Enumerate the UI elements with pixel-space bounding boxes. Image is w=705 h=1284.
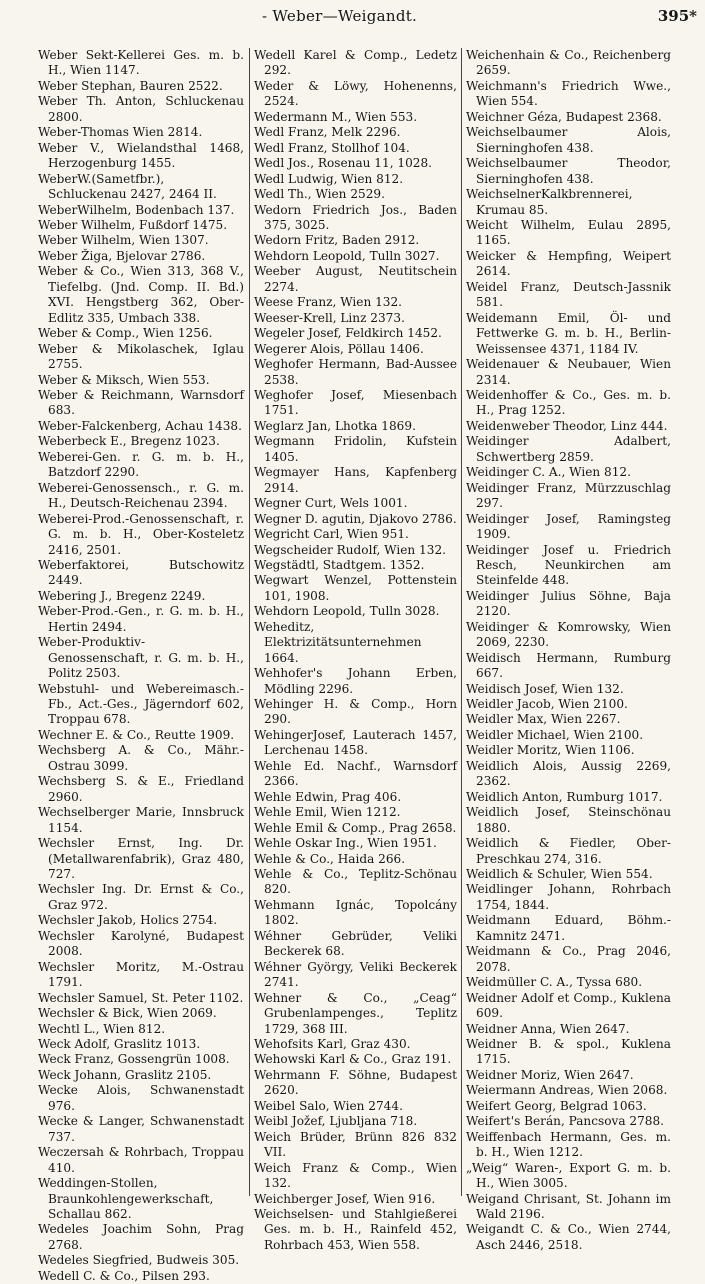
directory-entry: WeberWilhelm, Bodenbach 137.: [38, 202, 235, 217]
directory-entry: Wegscheider Rudolf, Wien 132.: [254, 542, 446, 557]
directory-entry: Weber & Mikolaschek, Iglau 2755.: [38, 341, 244, 372]
directory-entry: Webstuhl- und Webereimasch.-Fb., Act.-Ges., Jägerndorf 602, Troppau 678.: [38, 681, 244, 727]
directory-entry: Wegwart Wenzel, Pottenstein 101, 1908.: [254, 573, 457, 603]
directory-entry: Weber Th. Anton, Schluckenau 2800.: [38, 94, 244, 124]
directory-entry: WehingerJosef, Lauterach 1457, Lerchenau 1458.: [254, 727, 457, 758]
directory-entry: Wehner & Co., „Ceag“ Grubenlampenges., Teplitz 1729, 368 III.: [254, 990, 457, 1036]
directory-entry: Weber V., Wielandsthal 1468, Herzogenburg 1455.: [38, 140, 244, 171]
directory-entry: Weidenhoffer & Co., Ges. m. b. H., Prag 1252.: [466, 387, 671, 418]
directory-entry: Weidlich Josef, Steinschönau 1880.: [466, 805, 671, 835]
directory-entry: Wechner E. & Co., Reutte 1909.: [38, 727, 235, 742]
directory-entry: WeichselnerKalkbrennerei, Krumau 85.: [466, 187, 633, 217]
directory-entry: Weichner Géza, Budapest 2368.: [466, 109, 662, 124]
directory-entry: Weidisch Hermann, Rumburg 667.: [466, 650, 671, 681]
directory-entry: Wegstädtl, Stadtgem. 1352.: [254, 557, 425, 572]
directory-entry: Weifert's Berán, Pancsova 2788.: [466, 1114, 664, 1129]
directory-entry: Weber Sekt-Kellerei Ges. m. b. H., Wien 1147.: [38, 48, 244, 78]
directory-entry: Weich Brüder, Brünn 826 832 VII.: [254, 1129, 457, 1160]
directory-entry: Weibl Jožef, Ljubljana 718.: [254, 1114, 418, 1129]
directory-entry: Wegmann Fridolin, Kufstein 1405.: [254, 434, 457, 464]
directory-entry: Wehle & Co., Haida 266.: [254, 851, 406, 866]
directory-entry: Weidler Max, Wien 2267.: [466, 712, 621, 727]
directory-entry: WeberW.(Sametfbr.), Schluckenau 2427, 2464 II.: [38, 171, 217, 202]
directory-entry: Weberei-Gen. r. G. m. b. H., Batzdorf 2290.: [38, 449, 244, 480]
directory-entry: Wedl Jos., Rosenau 11, 1028.: [254, 156, 433, 171]
column-divider: [461, 48, 462, 1196]
directory-entry: Weck Franz, Gossengrün 1008.: [38, 1052, 230, 1067]
directory-entry: Weber & Comp., Wien 1256.: [38, 326, 213, 341]
directory-entry: Weidner Moriz, Wien 2647.: [466, 1067, 634, 1082]
directory-entry: Wechsler Samuel, St. Peter 1102.: [38, 990, 244, 1005]
directory-entry: Wechsler Jakob, Holics 2754.: [38, 913, 218, 928]
directory-entry: Weczersah & Rohrbach, Troppau 410.: [38, 1145, 244, 1175]
directory-entry: Wegeler Josef, Feldkirch 1452.: [254, 326, 442, 341]
directory-entry: Weder & Löwy, Hohenenns, 2524.: [254, 78, 457, 109]
directory-entry: Wehle Oskar Ing., Wien 1951.: [254, 836, 437, 851]
directory-entry: Weber Žiga, Bjelovar 2786.: [38, 248, 206, 263]
directory-entry: Wehdorn Leopold, Tulln 3027.: [254, 248, 440, 263]
directory-entry: Weglarz Jan, Lhotka 1869.: [254, 418, 416, 433]
directory-entry: Weidenauer & Neubauer, Wien 2314.: [466, 357, 671, 387]
page-number: 395*: [657, 7, 697, 25]
directory-entry: Wechsler Ing. Dr. Ernst & Co., Graz 972.: [38, 882, 244, 912]
directory-entry: Weiermann Andreas, Wien 2068.: [466, 1083, 668, 1098]
directory-entry: Wedermann M., Wien 553.: [254, 109, 418, 124]
directory-entry: Weck Adolf, Graslitz 1013.: [38, 1037, 201, 1051]
directory-entry: Wehle & Co., Teplitz-Schönau 820.: [254, 867, 457, 897]
directory-entry: Weber Wilhelm, Wien 1307.: [38, 233, 209, 248]
directory-entry: Wechsberg A. & Co., Mähr.-Ostrau 3099.: [38, 743, 244, 773]
directory-entry: Weichberger Josef, Wien 916.: [254, 1191, 436, 1206]
directory-entry: Weber Wilhelm, Fußdorf 1475.: [38, 217, 228, 232]
directory-entry: Wedeles Joachim Sohn, Prag 2768.: [38, 1222, 244, 1252]
page-title: - Weber—Weigandt.: [262, 7, 418, 25]
directory-entry: Weichselbaumer Theodor, Sierninghofen 438.: [466, 156, 671, 186]
directory-entry: Weidmann & Co., Prag 2046, 2078.: [466, 944, 671, 974]
directory-entry: Weidler Michael, Wien 2100.: [466, 727, 644, 742]
directory-entry: Weidinger & Komrowsky, Wien 2069, 2230.: [466, 619, 671, 650]
directory-entry: Weidner B. & spol., Kuklena 1715.: [466, 1037, 671, 1067]
directory-entry: Wehmann Ignác, Topolcány 1802.: [254, 897, 457, 928]
directory-entry: Wedl Franz, Melk 2296.: [254, 125, 401, 140]
directory-entry: Weber & Co., Wien 313, 368 V., Tiefelbg. (Jnd. Comp. II. Bd.) XVI. Hengstberg 362, Ober-Edlitz 335, Umbach 338.: [38, 264, 244, 325]
directory-entry: Weber & Miksch, Wien 553.: [38, 372, 210, 387]
directory-entry: Weberei-Prod.-Genossenschaft, r. G. m. b. H., Ober-Kosteletz 2416, 2501.: [38, 511, 244, 557]
column-divider: [249, 48, 250, 1196]
directory-entry: Wedell Karel & Comp., Ledetz 292.: [254, 48, 457, 78]
column-3: [466, 48, 671, 1253]
directory-entry: Wehrmann F. Söhne, Budapest 2620.: [254, 1067, 457, 1098]
directory-entry: Weicker & Hempfing, Weipert 2614.: [466, 248, 671, 279]
directory-entry: Weidinger Josef u. Friedrich Resch, Neunkirchen am Steinfelde 448.: [466, 542, 671, 588]
column-1: [38, 48, 244, 1284]
directory-entry: Weheditz, Elektrizitätsunternehmen 1664.: [254, 619, 422, 665]
directory-entry: Weiffenbach Hermann, Ges. m. b. H., Wien 1212.: [466, 1129, 671, 1160]
directory-entry: Webering J., Bregenz 2249.: [38, 588, 206, 603]
directory-entry: Weese Franz, Wien 132.: [254, 295, 403, 310]
directory-entry: Weidlich Anton, Rumburg 1017.: [466, 789, 663, 804]
directory-entry: Weibel Salo, Wien 2744.: [254, 1098, 403, 1113]
directory-entry: Wehdorn Leopold, Tulln 3028.: [254, 604, 440, 619]
directory-entry: Weber-Falckenberg, Achau 1438.: [38, 418, 242, 433]
directory-entry: Weidler Moritz, Wien 1106.: [466, 743, 635, 758]
directory-entry: Wegricht Carl, Wien 951.: [254, 527, 409, 542]
directory-entry: Wechtl L., Wien 812.: [38, 1021, 166, 1036]
directory-entry: Weber-Thomas Wien 2814.: [38, 125, 203, 140]
directory-entry: Wechsberg S. & E., Friedland 2960.: [38, 774, 244, 804]
directory-entry: Weidel Franz, Deutsch-Jassnik 581.: [466, 279, 671, 310]
directory-entry: Weidenweber Theodor, Linz 444.: [466, 418, 668, 433]
directory-entry: Weber-Prod.-Gen., r. G. m. b. H., Hertin 2494.: [38, 604, 244, 634]
directory-entry: Weidinger Franz, Mürzzuschlag 297.: [466, 480, 671, 511]
directory-entry: Weichselbaumer Alois, Sierninghofen 438.: [466, 125, 671, 155]
directory-entry: Weeser-Krell, Linz 2373.: [254, 310, 405, 325]
directory-entry: Wéhner György, Veliki Beckerek 2741.: [254, 959, 457, 990]
directory-entry: Wehle Edwin, Prag 406.: [254, 789, 402, 804]
directory-entry: Weidinger Julius Söhne, Baja 2120.: [466, 588, 671, 619]
directory-entry: Weidlinger Johann, Rohrbach 1754, 1844.: [466, 882, 671, 912]
directory-entry: Weidler Jacob, Wien 2100.: [466, 697, 628, 712]
directory-entry: Wehhofer's Johann Erben, Mödling 2296.: [254, 666, 457, 696]
directory-entry: Weidlich Alois, Aussig 2269, 2362.: [466, 758, 671, 789]
directory-entry: Wedl Franz, Stollhof 104.: [254, 140, 410, 155]
directory-entry: Weidinger C. A., Wien 812.: [466, 465, 631, 480]
directory-entry: Wedorn Friedrich Jos., Baden 375, 3025.: [254, 202, 457, 232]
directory-entry: Weberfaktorei, Butschowitz 2449.: [38, 557, 244, 588]
directory-entry: Weichselsen- und Stahlgießerei Ges. m. b. H., Rainfeld 452, Rohrbach 453, Wien 558.: [254, 1206, 457, 1252]
directory-entry: Weddingen-Stollen, Braunkohlengewerkschaft, Schallau 862.: [38, 1176, 214, 1221]
directory-entry: Wechselberger Marie, Innsbruck 1154.: [38, 805, 244, 835]
directory-entry: Weidisch Josef, Wien 132.: [466, 681, 624, 696]
column-2: [254, 48, 457, 1253]
directory-entry: Wehinger H. & Comp., Horn 290.: [254, 697, 457, 727]
directory-entry: Wegner D. agutin, Djakovo 2786.: [254, 511, 457, 526]
directory-entry: Wehle Ed. Nachf., Warnsdorf 2366.: [254, 758, 457, 789]
directory-entry: Wedl Th., Wien 2529.: [254, 187, 385, 202]
directory-entry: Weghofer Hermann, Bad-Aussee 2538.: [254, 357, 457, 387]
directory-entry: Weigandt C. & Co., Wien 2744, Asch 2446, 2518.: [466, 1222, 671, 1252]
directory-entry: Weifert Georg, Belgrad 1063.: [466, 1098, 647, 1113]
directory-entry: Weber & Reichmann, Warnsdorf 683.: [38, 387, 244, 418]
directory-entry: Wedell C. & Co., Pilsen 293.: [38, 1268, 210, 1283]
directory-entry: Wedorn Fritz, Baden 2912.: [254, 233, 420, 248]
directory-entry: Wegner Curt, Wels 1001.: [254, 496, 408, 511]
directory-entry: Weidlich & Schuler, Wien 554.: [466, 867, 653, 882]
directory-entry: Wéhner Gebrüder, Veliki Beckerek 68.: [254, 928, 457, 959]
directory-entry: Weidmüller C. A., Tyssa 680.: [466, 975, 643, 990]
directory-entry: Wechsler & Bick, Wien 2069.: [38, 1006, 217, 1021]
directory-entry: Weeber August, Neutitschein 2274.: [254, 264, 457, 294]
directory-entry: Wehle Emil, Wien 1212.: [254, 805, 401, 820]
page-header: [0, 4, 705, 28]
directory-entry: Weidinger Josef, Ramingsteg 1909.: [466, 511, 671, 542]
directory-entry: „Weig“ Waren-, Export G. m. b. H., Wien 3005.: [466, 1160, 671, 1191]
directory-entry: Weber Stephan, Bauren 2522.: [38, 78, 223, 93]
directory-entry: Weich Franz & Comp., Wien 132.: [254, 1160, 457, 1191]
directory-entry: Wehofsits Karl, Graz 430.: [254, 1037, 411, 1051]
directory-entry: Weidmann Eduard, Böhm.-Kamnitz 2471.: [466, 913, 671, 943]
directory-entry: Weicht Wilhelm, Eulau 2895, 1165.: [466, 217, 671, 248]
directory-entry: Wehowski Karl & Co., Graz 191.: [254, 1052, 452, 1067]
directory-entry: Wechsler Karolyné, Budapest 2008.: [38, 928, 244, 959]
directory-entry: Weber-Produktiv-Genossenschaft, r. G. m. b. H., Politz 2503.: [38, 635, 244, 681]
directory-entry: Weberbeck E., Bregenz 1023.: [38, 434, 220, 449]
directory-entry: Weidlich & Fiedler, Ober-Preschkau 274, 316.: [466, 836, 671, 866]
directory-entry: Wedeles Siegfried, Budweis 305.: [38, 1253, 240, 1268]
directory-entry: Weberei-Genossensch., r. G. m. H., Deutsch-Reichenau 2394.: [38, 480, 244, 511]
directory-entry: Wegerer Alois, Pöllau 1406.: [254, 341, 424, 356]
directory-entry: Weichenhain & Co., Reichenberg 2659.: [466, 48, 671, 78]
directory-entry: Wechsler Ernst, Ing. Dr. (Metallwarenfabrik), Graz 480, 727.: [38, 836, 244, 882]
directory-entry: Wecke Alois, Schwanenstadt 976.: [38, 1083, 244, 1113]
directory-entry: Weigand Chrisant, St. Johann im Wald 2196.: [466, 1191, 671, 1221]
directory-entry: Wedl Ludwig, Wien 812.: [254, 171, 404, 186]
directory-entry: Wehle Emil & Comp., Prag 2658.: [254, 820, 457, 835]
directory-entry: Weghofer Josef, Miesenbach 1751.: [254, 387, 457, 418]
directory-entry: Weidemann Emil, Öl- und Fettwerke G. m. b. H., Berlin-Weissensee 4371, 1184 IV.: [466, 310, 671, 356]
directory-entry: Wecke & Langer, Schwanenstadt 737.: [38, 1114, 244, 1144]
directory-entry: Wegmayer Hans, Kapfenberg 2914.: [254, 465, 457, 495]
directory-entry: Weidner Anna, Wien 2647.: [466, 1021, 630, 1036]
directory-entry: Wechsler Moritz, M.-Ostrau 1791.: [38, 959, 244, 990]
directory-entry: Weidner Adolf et Comp., Kuklena 609.: [466, 990, 671, 1021]
directory-entry: Weck Johann, Graslitz 2105.: [38, 1067, 212, 1082]
directory-entry: Weichmann's Friedrich Wwe., Wien 554.: [466, 78, 671, 109]
directory-entry: Weidinger Adalbert, Schwertberg 2859.: [466, 434, 671, 464]
